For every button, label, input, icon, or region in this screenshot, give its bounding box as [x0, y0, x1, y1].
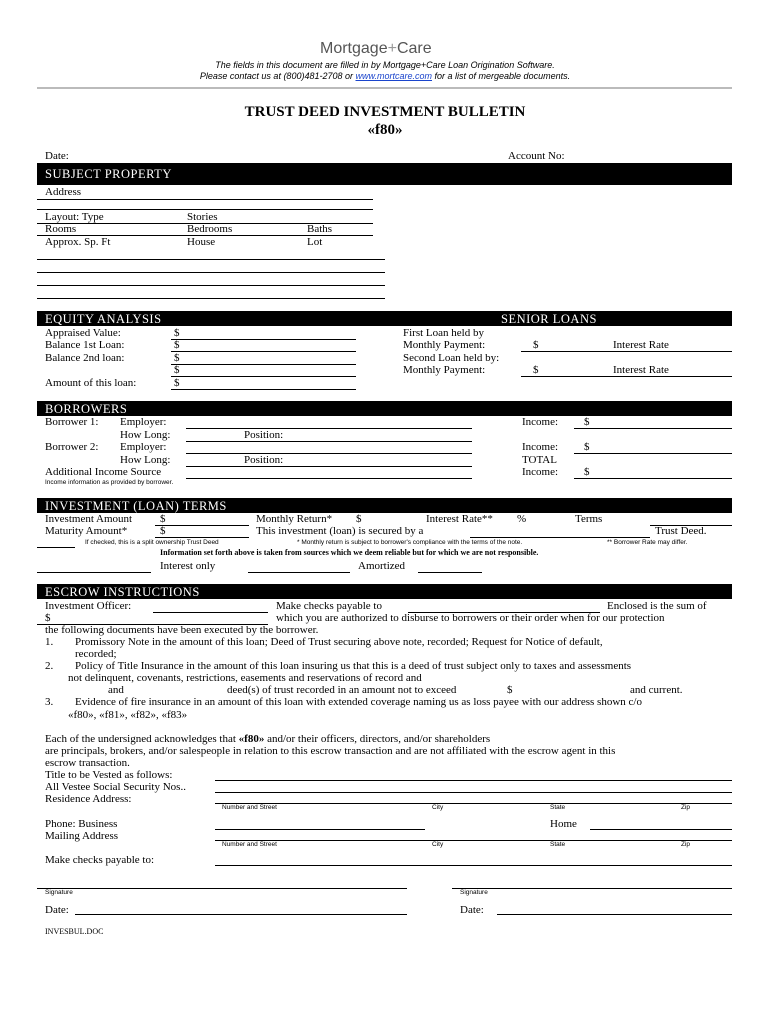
item-2-text: Policy of Title Insurance in the amount of this loan insuring us that this is a deed of trust subject only to taxes and assessments: [75, 660, 632, 672]
notes-line-2[interactable]: [37, 272, 385, 273]
secured-by-label: This investment (loan) is secured by a: [256, 525, 424, 537]
maturity-amount-dollar: $: [160, 525, 166, 537]
date-1-field[interactable]: [75, 914, 407, 915]
ack-prefix: Each of the undersigned acknowledges that: [45, 733, 239, 745]
item-2-continued: not delinquent, covenants, restrictions, easements and reservations of record and: [68, 672, 422, 684]
balance-1st-label: Balance 1st Loan:: [45, 339, 125, 351]
monthly-return-label: Monthly Return*: [256, 513, 333, 525]
house-label: House: [187, 236, 216, 248]
item-1-number: 1.: [45, 636, 54, 648]
monthly-payment-2-label: Monthly Payment:: [403, 364, 486, 376]
make-checks-payable-label: Make checks payable to:: [45, 854, 155, 866]
income-2-field[interactable]: [574, 453, 732, 454]
employer-1-field[interactable]: [186, 428, 472, 429]
logo-text-mortgage: Mortgage: [320, 40, 388, 57]
how-long-1-field[interactable]: [186, 441, 472, 442]
acknowledgement-line-2: are principals, brokers, and/or salespeople in relation to this escrow transaction and are not affiliated with the escrow agent in this: [45, 745, 616, 757]
borrower-rate-note: ** Borrower Rate may differ.: [607, 539, 688, 546]
enclosed-sum-label: Enclosed is the sum of: [607, 600, 707, 612]
employer-1-label: Employer:: [120, 416, 167, 428]
layout-type-label: Layout: Type: [45, 211, 104, 223]
amount-dollar: $: [174, 377, 180, 389]
secured-by-field[interactable]: [470, 537, 650, 538]
notes-line-4[interactable]: [37, 298, 385, 299]
escrow-instructions-heading: ESCROW INSTRUCTIONS: [45, 585, 200, 599]
maturity-amount-field[interactable]: [155, 537, 249, 538]
phone-home-label: Home: [550, 818, 577, 830]
ack-company: «f80»: [238, 733, 265, 745]
employer-2-field[interactable]: [186, 453, 472, 454]
position-2-label: Position:: [244, 454, 284, 466]
balance-2nd-dollar: $: [174, 352, 180, 364]
acknowledgement-line-3: escrow transaction.: [45, 757, 130, 769]
document-title: TRUST DEED INVESTMENT BULLETIN: [244, 104, 526, 120]
monthly-payment-1-dollar: $: [533, 339, 539, 351]
first-loan-held-label: First Loan held by: [403, 327, 484, 339]
equity-dollar: $: [174, 364, 180, 376]
notice-line-1: The fields in this document are filled in by Mortgage+Care Loan Origination Software.: [215, 60, 555, 70]
sum-dollar: $: [45, 612, 51, 624]
notes-line-3[interactable]: [37, 285, 385, 286]
date-2-field[interactable]: [497, 914, 732, 915]
rooms-label: Rooms: [45, 223, 77, 235]
logo-text-care: Care: [396, 40, 432, 57]
maturity-amount-label: Maturity Amount*: [45, 525, 128, 537]
appraised-value-label: Appraised Value:: [45, 327, 121, 339]
title-vested-field[interactable]: [215, 780, 732, 781]
residence-state-caption: State: [550, 804, 566, 811]
signature-2-caption: Signature: [460, 889, 488, 896]
date-1-label: Date:: [45, 904, 69, 916]
bedrooms-label: Bedrooms: [187, 223, 233, 235]
additional-income-field[interactable]: [186, 478, 472, 479]
investment-amount-dollar: $: [160, 513, 166, 525]
investment-officer-field[interactable]: [153, 612, 268, 613]
make-checks-payable-field[interactable]: [215, 865, 732, 866]
borrower-2-label: Borrower 2:: [45, 441, 99, 453]
terms-label: Terms: [575, 513, 603, 525]
monthly-payment-2-dollar: $: [533, 364, 539, 376]
borrowers-bar: [37, 401, 732, 416]
balance-1st-field[interactable]: [171, 351, 356, 352]
address-label: Address: [45, 186, 82, 198]
ssn-field[interactable]: [215, 792, 732, 793]
address-line[interactable]: [37, 199, 373, 200]
item-2-current: and current.: [630, 684, 683, 696]
item-2-dollar: $: [507, 684, 513, 696]
monthly-payment-1-label: Monthly Payment:: [403, 339, 486, 351]
subject-property-bar: [37, 163, 732, 185]
interest-only-checkbox[interactable]: [37, 572, 151, 573]
disclaimer: Information set forth above is taken from sources which we deem reliable but for which we are not responsible.: [160, 548, 539, 557]
income-1-dollar: $: [584, 416, 590, 428]
item-2-and: and: [108, 684, 124, 696]
title-vested-label: Title to be Vested as follows:: [45, 769, 173, 781]
residence-address-label: Residence Address:: [45, 793, 132, 805]
balance-1st-dollar: $: [174, 339, 180, 351]
monthly-return-note: * Monthly return is subject to borrower's compliance with the terms of the note.: [297, 539, 523, 546]
balance-2nd-field[interactable]: [171, 364, 356, 365]
how-long-2-field[interactable]: [186, 466, 472, 467]
mortgage-care-logo: [320, 40, 432, 58]
percent-label: %: [517, 513, 527, 525]
stories-label: Stories: [187, 211, 218, 223]
phone-business-label: Phone: Business: [45, 818, 118, 830]
amortized-field[interactable]: [418, 572, 482, 573]
date-2-label: Date:: [460, 904, 484, 916]
notice-prefix: Please contact us at (800)481-2708 or: [199, 71, 356, 81]
income-2-dollar: $: [584, 441, 590, 453]
sqft-label: Approx. Sp. Ft: [45, 236, 111, 248]
mailing-address-label: Mailing Address: [45, 830, 119, 842]
document-subtitle: «f80»: [367, 122, 403, 138]
amount-of-loan-label: Amount of this loan:: [45, 377, 137, 389]
equity-field[interactable]: [171, 376, 356, 377]
escrow-instructions-bar: [37, 584, 732, 599]
item-3-number: 3.: [45, 696, 54, 708]
total-income-label: Income:: [522, 466, 559, 478]
phone-home-field[interactable]: [590, 829, 732, 830]
authorized-text: which you are authorized to disburse to borrowers or their order when for our protection: [276, 612, 665, 624]
mailing-street-caption: Number and Street: [222, 841, 277, 848]
footer-filename: INVESBUL.DOC: [45, 927, 104, 936]
position-1-label: Position:: [244, 429, 284, 441]
mailing-zip-caption: Zip: [681, 841, 691, 848]
website-link[interactable]: www.mortcare.com: [355, 71, 433, 81]
total-income-dollar: $: [584, 466, 590, 478]
interest-rate-label: Interest Rate**: [426, 513, 493, 525]
make-checks-label: Make checks payable to: [276, 600, 382, 612]
second-loan-held-label: Second Loan held by:: [403, 352, 500, 364]
monthly-return-dollar: $: [356, 513, 362, 525]
investment-amount-field[interactable]: [155, 525, 249, 526]
investment-officer-label: Investment Officer:: [45, 600, 132, 612]
how-long-1-label: How Long:: [120, 429, 171, 441]
mailing-state-caption: State: [550, 841, 566, 848]
amount-of-loan-field[interactable]: [171, 389, 356, 390]
employer-2-label: Employer:: [120, 441, 167, 453]
additional-income-label: Additional Income Source: [45, 466, 162, 478]
monthly-payment-2-field[interactable]: [521, 376, 732, 377]
residence-city-caption: City: [432, 804, 444, 811]
equity-analysis-heading: EQUITY ANALYSIS: [45, 312, 162, 326]
header-divider: [37, 87, 732, 89]
total-label: TOTAL: [522, 454, 557, 466]
item-3-continued: «f80», «f81», «f82», «f83»: [68, 709, 188, 721]
interest-rate-1-label: Interest Rate: [613, 339, 669, 351]
monthly-payment-1-field[interactable]: [521, 351, 732, 352]
ack-suffix: and/or their officers, directors, and/or shareholders: [264, 733, 491, 745]
account-no-label: Account No:: [508, 150, 565, 162]
item-2-number: 2.: [45, 660, 54, 672]
borrower-1-label: Borrower 1:: [45, 416, 99, 428]
amortized-checkbox[interactable]: [248, 572, 350, 573]
income-1-label: Income:: [522, 416, 559, 428]
split-ownership-checkbox[interactable]: [37, 547, 75, 548]
interest-rate-2-label: Interest Rate: [613, 364, 669, 376]
lot-label: Lot: [307, 236, 323, 248]
mailing-address-field[interactable]: [215, 840, 732, 841]
acknowledgement-line-1: [45, 733, 490, 745]
signature-1-line[interactable]: [37, 888, 407, 889]
residence-zip-caption: Zip: [681, 804, 691, 811]
income-1-field[interactable]: [574, 428, 732, 429]
investment-terms-heading: INVESTMENT (LOAN) TERMS: [45, 499, 227, 513]
senior-loans-heading: SENIOR LOANS: [501, 312, 597, 326]
income-note: Income information as provided by borrower.: [45, 479, 174, 486]
logo-plus: +: [387, 40, 397, 57]
notes-line-1[interactable]: [37, 259, 385, 260]
subject-property-heading: SUBJECT PROPERTY: [45, 167, 172, 181]
total-income-field[interactable]: [574, 478, 732, 479]
signature-2-line[interactable]: [452, 888, 732, 889]
date-label: Date:: [45, 150, 69, 162]
investment-terms-bar: [37, 498, 732, 513]
address-line-2[interactable]: [37, 209, 373, 210]
trust-deed-label: Trust Deed.: [655, 525, 707, 537]
baths-label: Baths: [307, 223, 333, 235]
item-1-text: Promissory Note in the amount of this loan; Deed of Trust securing above note, recorded; Request for Notice of default,: [75, 636, 603, 648]
item-1-continued: recorded;: [75, 648, 117, 660]
how-long-2-label: How Long:: [120, 454, 171, 466]
investment-amount-label: Investment Amount: [45, 513, 133, 525]
notice-line-2: [0, 71, 770, 81]
notice-suffix: for a list of mergeable documents.: [432, 71, 571, 81]
signature-1-caption: Signature: [45, 889, 73, 896]
item-2-deeds: deed(s) of trust recorded in an amount not to exceed: [227, 684, 457, 696]
income-2-label: Income:: [522, 441, 559, 453]
residence-street-caption: Number and Street: [222, 804, 277, 811]
phone-business-field[interactable]: [215, 829, 425, 830]
ssn-label: All Vestee Social Security Nos..: [45, 781, 186, 793]
interest-only-label: Interest only: [160, 560, 216, 572]
item-3-text: Evidence of fire insurance in an amount of this loan with extended coverage naming us as loss payee with our address shown c/o: [75, 696, 642, 708]
amortized-label: Amortized: [358, 560, 406, 572]
mailing-city-caption: City: [432, 841, 444, 848]
following-docs-text: the following documents have been executed by the borrower.: [45, 624, 319, 636]
borrowers-heading: BORROWERS: [45, 402, 128, 416]
split-ownership-note: If checked, this is a split ownership Trust Deed: [85, 539, 219, 546]
appraised-dollar: $: [174, 327, 180, 339]
balance-2nd-label: Balance 2nd loan:: [45, 352, 125, 364]
residence-address-field[interactable]: [215, 803, 732, 804]
appraised-value-field[interactable]: [171, 339, 356, 340]
equity-analysis-bar: [37, 311, 732, 326]
